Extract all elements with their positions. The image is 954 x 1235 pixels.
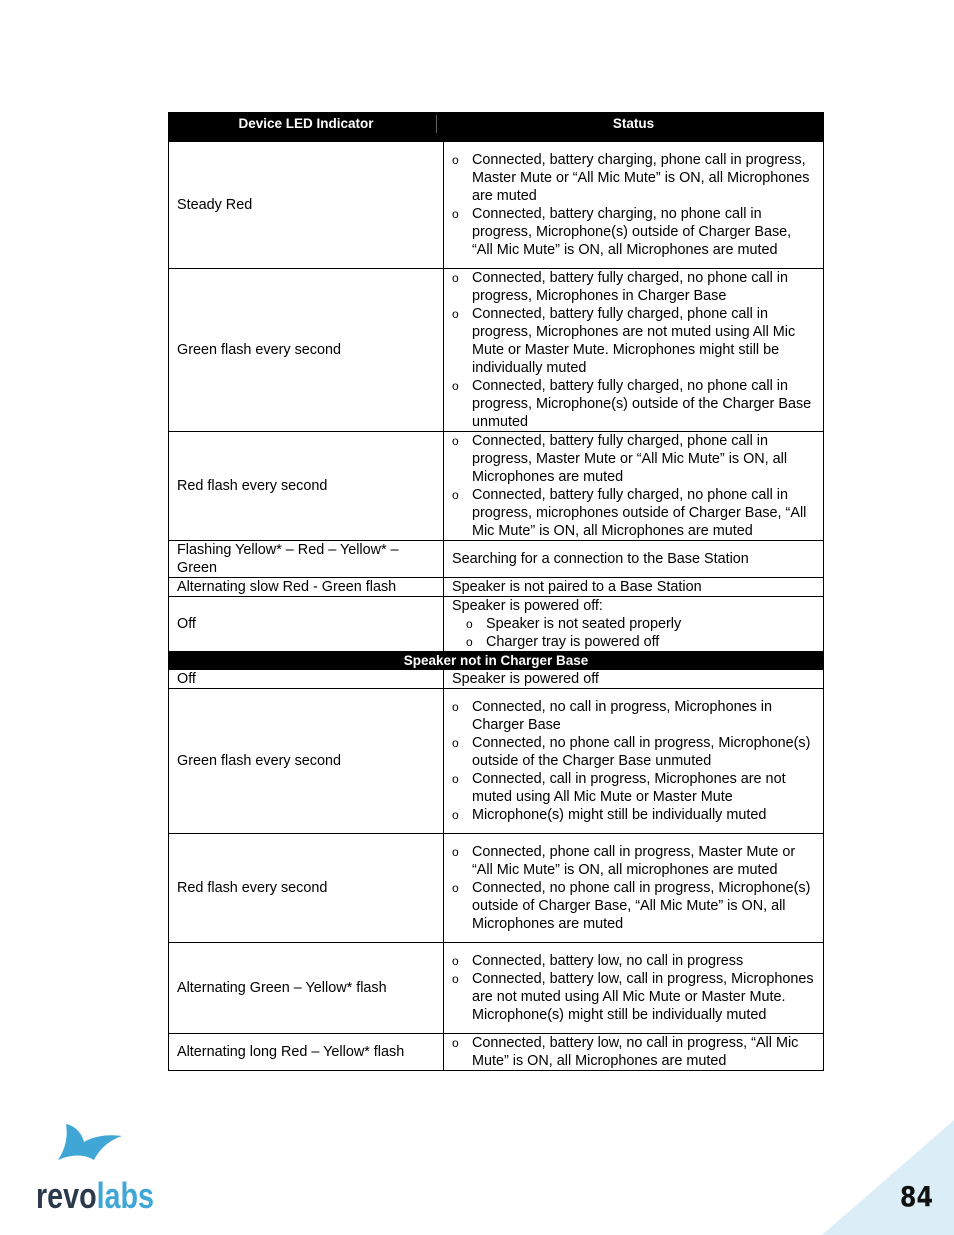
status-cell (444, 142, 824, 269)
status-cell: Speaker is not paired to a Base Station (444, 578, 824, 597)
status-cell: Speaker is powered off (444, 670, 824, 689)
list-item: o Microphone(s) might still be individually muted (452, 806, 815, 824)
led-status-table (168, 112, 824, 1071)
table-row (169, 689, 824, 834)
table-row (169, 943, 824, 1034)
status-cell (444, 269, 824, 432)
list-item: o Connected, no phone call in progress, Microphone(s) outside of Charger Base, “All Mic Mute” is ON, all Microphones are muted (452, 879, 815, 933)
logo-text-labs: labs (96, 1175, 169, 1216)
led-cell: Flashing Yellow* – Red – Yellow* – Green (169, 541, 444, 578)
logo-text-revo: revo (36, 1175, 113, 1216)
list-item: o Connected, battery fully charged, no phone call in progress, Microphone(s) outside of the Charger Base unmuted (452, 377, 815, 431)
led-cell: Alternating long Red – Yellow* flash (169, 1034, 444, 1071)
table-row (169, 269, 824, 432)
list-item: o Connected, no phone call in progress, Microphone(s) outside of the Charger Base unmuted (452, 734, 815, 770)
table-row (169, 597, 824, 652)
led-cell: Steady Red (169, 142, 444, 269)
revolabs-logo (36, 1120, 169, 1216)
status-cell (444, 597, 824, 652)
list-item: o Connected, battery fully charged, no phone call in progress, Microphones in Charger Base (452, 269, 815, 305)
list-item: o Connected, battery charging, phone call in progress, Master Mute or “All Mic Mute” is ON, all Microphones are muted (452, 151, 815, 205)
led-cell: Red flash every second (169, 834, 444, 943)
led-cell: Green flash every second (169, 269, 444, 432)
list-item: o Connected, battery low, no call in progress, “All Mic Mute” is ON, all Microphones are muted (452, 1034, 815, 1070)
led-cell: Alternating slow Red - Green flash (169, 578, 444, 597)
header-status: Status (444, 113, 824, 142)
status-cell (444, 1034, 824, 1071)
led-cell: Off (169, 597, 444, 652)
corner-triangle (822, 1120, 954, 1235)
list-item: o Connected, call in progress, Microphones are not muted using All Mic Mute or Master Mute (452, 770, 815, 806)
section-title: Speaker not in Charger Base (169, 652, 824, 670)
table-row (169, 670, 824, 689)
list-item: o Connected, battery low, call in progress, Microphones are not muted using All Mic Mute or Master Mute. Microphone(s) might still be individually muted (452, 970, 815, 1024)
list-item: o Connected, battery low, no call in progress (452, 952, 815, 970)
table-header-row (169, 113, 824, 142)
status-cell (444, 432, 824, 541)
status-cell (444, 689, 824, 834)
led-cell: Green flash every second (169, 689, 444, 834)
list-item: o Connected, battery charging, no phone call in progress, Microphone(s) outside of Charger Base, “All Mic Mute” is ON, all Microphones are muted (452, 205, 815, 259)
table-row (169, 541, 824, 578)
led-cell: Alternating Green – Yellow* flash (169, 943, 444, 1034)
fin-logo-icon (36, 1120, 169, 1216)
status-cell (444, 943, 824, 1034)
table-row (169, 578, 824, 597)
header-led: Device LED Indicator (169, 113, 444, 142)
led-cell: Red flash every second (169, 432, 444, 541)
list-item: o Speaker is not seated properly (452, 615, 815, 633)
table-row (169, 834, 824, 943)
list-item: o Connected, battery fully charged, no phone call in progress, microphones outside of Charger Base, “All Mic Mute” is ON, all Microphones are muted (452, 486, 815, 540)
table-row (169, 1034, 824, 1071)
status-cell (444, 834, 824, 943)
list-item: o Connected, battery fully charged, phone call in progress, Master Mute or “All Mic Mute” is ON, all Microphones are muted (452, 432, 815, 486)
led-cell: Off (169, 670, 444, 689)
page-number: 84 (899, 1180, 934, 1213)
status-cell: Searching for a connection to the Base Station (444, 541, 824, 578)
list-item: o Connected, battery fully charged, phone call in progress, Microphones are not muted using All Mic Mute or Master Mute. Microphones might still be individually muted (452, 305, 815, 377)
status-text: Speaker is powered off: (452, 598, 603, 614)
list-item: o Connected, no call in progress, Microphones in Charger Base (452, 698, 815, 734)
table-row (169, 142, 824, 269)
table-row (169, 432, 824, 541)
svg-text:revolabs (36, 1175, 169, 1216)
list-item: o Charger tray is powered off (452, 633, 815, 651)
list-item: o Connected, phone call in progress, Master Mute or “All Mic Mute” is ON, all microphones are muted (452, 843, 815, 879)
section-header-row (169, 652, 824, 670)
